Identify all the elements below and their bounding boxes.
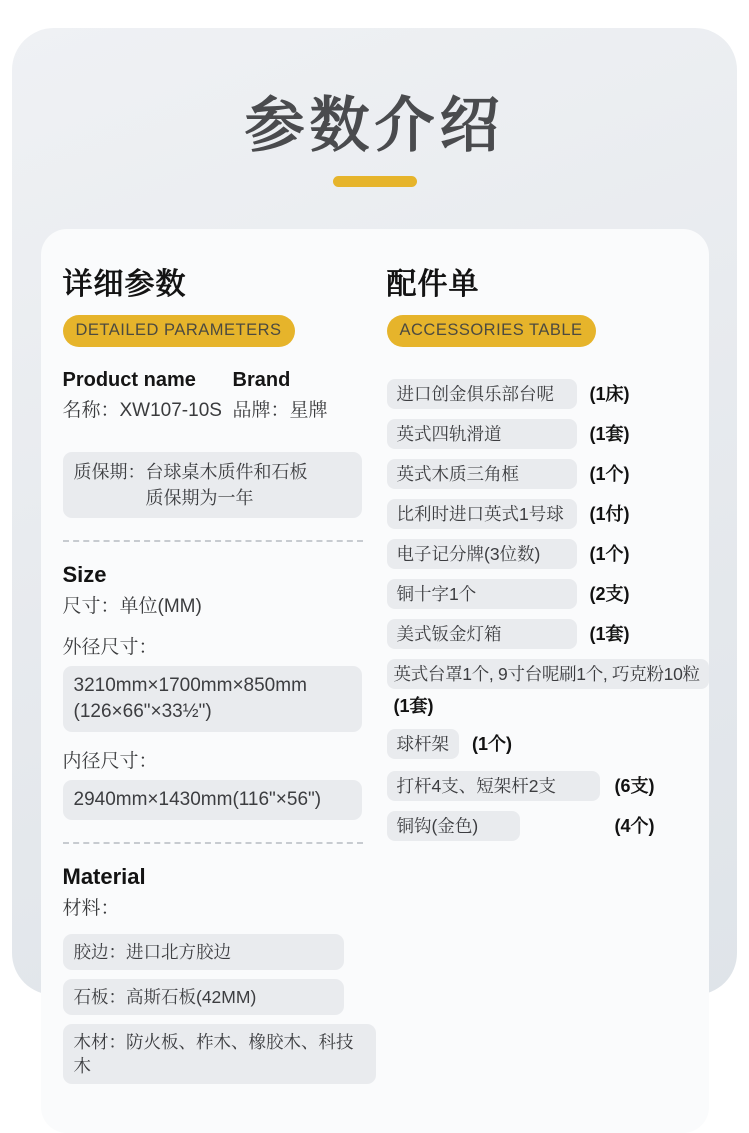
outer-size-value-inch: (126×66"×33½") [73, 700, 212, 722]
accessory-name: 比利时进口英式1号球 [387, 499, 577, 529]
warranty-line2: 质保期为一年 [145, 487, 254, 508]
divider-dashed [63, 540, 363, 542]
accessory-name: 英式台罩1个, 9寸台呢刷1个, 巧克粉10粒 [387, 659, 709, 689]
accessory-row [387, 579, 709, 609]
accessory-qty: (1套) [393, 695, 434, 716]
accessory-name: 打杆4支、短架杆2支 [387, 771, 600, 801]
accessory-row [387, 811, 709, 841]
accessory-row [387, 771, 709, 801]
accessory-name: 进口创金俱乐部台呢 [387, 379, 577, 409]
inner-size-box: 2940mm×1430mm(116"×56") [63, 780, 362, 820]
accessory-name: 电子记分牌(3位数) [387, 539, 577, 569]
warranty-box [63, 452, 362, 518]
page-background [12, 28, 737, 1076]
accessory-row [387, 659, 709, 719]
accessory-name: 铜十字1个 [387, 579, 577, 609]
size-title: Size [62, 561, 107, 587]
outer-size-box [63, 666, 362, 732]
material-subtitle: 材料： [62, 897, 120, 919]
accessory-row [387, 539, 709, 569]
accessory-qty: (4个) [614, 815, 655, 836]
accessory-row [387, 459, 709, 489]
brand-value: 品牌：星牌 [232, 399, 328, 421]
detailed-parameters-title: 详细参数 [62, 268, 187, 301]
accessory-qty: (2支) [589, 583, 630, 604]
brand-label: Brand [232, 368, 291, 391]
accessory-row [387, 379, 709, 409]
size-subtitle: 尺寸：单位(MM) [62, 595, 202, 617]
product-brand-labels [63, 369, 362, 392]
accessory-qty: (1付) [589, 503, 630, 524]
title-underline [333, 176, 417, 187]
material-box-wood: 木材：防火板、柞木、橡胶木、科技木 [63, 1024, 376, 1084]
detailed-parameters-section [63, 259, 362, 1093]
outer-size-label: 外径尺寸： [62, 636, 158, 658]
accessories-list [387, 379, 709, 841]
accessory-qty: (1个) [472, 733, 512, 754]
spec-card [41, 229, 709, 1133]
accessory-qty: (6支) [614, 775, 655, 796]
accessories-section [387, 259, 709, 1093]
accessory-name: 铜钩(金色) [387, 811, 520, 841]
accessory-name: 英式木质三角框 [387, 459, 577, 489]
accessory-qty: (1套) [589, 423, 630, 444]
divider-dashed [63, 842, 363, 844]
page-title: 参数介绍 [244, 92, 505, 159]
material-box-slate: 石板：高斯石板(42MM) [63, 979, 344, 1015]
accessory-qty: (1个) [589, 543, 630, 564]
accessory-name: 英式四轨滑道 [387, 419, 577, 449]
warranty-line1: 质保期：台球桌木质件和石板 [73, 461, 308, 482]
accessory-qty: (1床) [589, 383, 630, 404]
material-box-rubber: 胶边：进口北方胶边 [63, 934, 344, 970]
outer-size-value-mm: 3210mm×1700mm×850mm [73, 674, 307, 696]
accessories-title: 配件单 [386, 268, 480, 301]
accessory-name: 球杆架 [387, 729, 460, 759]
product-name-value: 名称：XW107-10S [62, 399, 222, 421]
inner-size-label: 内径尺寸： [62, 750, 158, 772]
accessory-row [387, 419, 709, 449]
product-brand-values [63, 395, 362, 422]
accessory-qty: (1套) [589, 623, 630, 644]
accessory-name: 美式钣金灯箱 [387, 619, 577, 649]
accessory-row [387, 499, 709, 529]
accessories-badge: ACCESSORIES TABLE [387, 315, 596, 347]
accessory-row [387, 729, 709, 759]
product-name-label: Product name [62, 368, 196, 391]
detailed-parameters-badge: DETAILED PARAMETERS [63, 315, 295, 347]
material-title: Material [62, 863, 146, 889]
accessory-row [387, 619, 709, 649]
accessory-qty: (1个) [589, 463, 630, 484]
